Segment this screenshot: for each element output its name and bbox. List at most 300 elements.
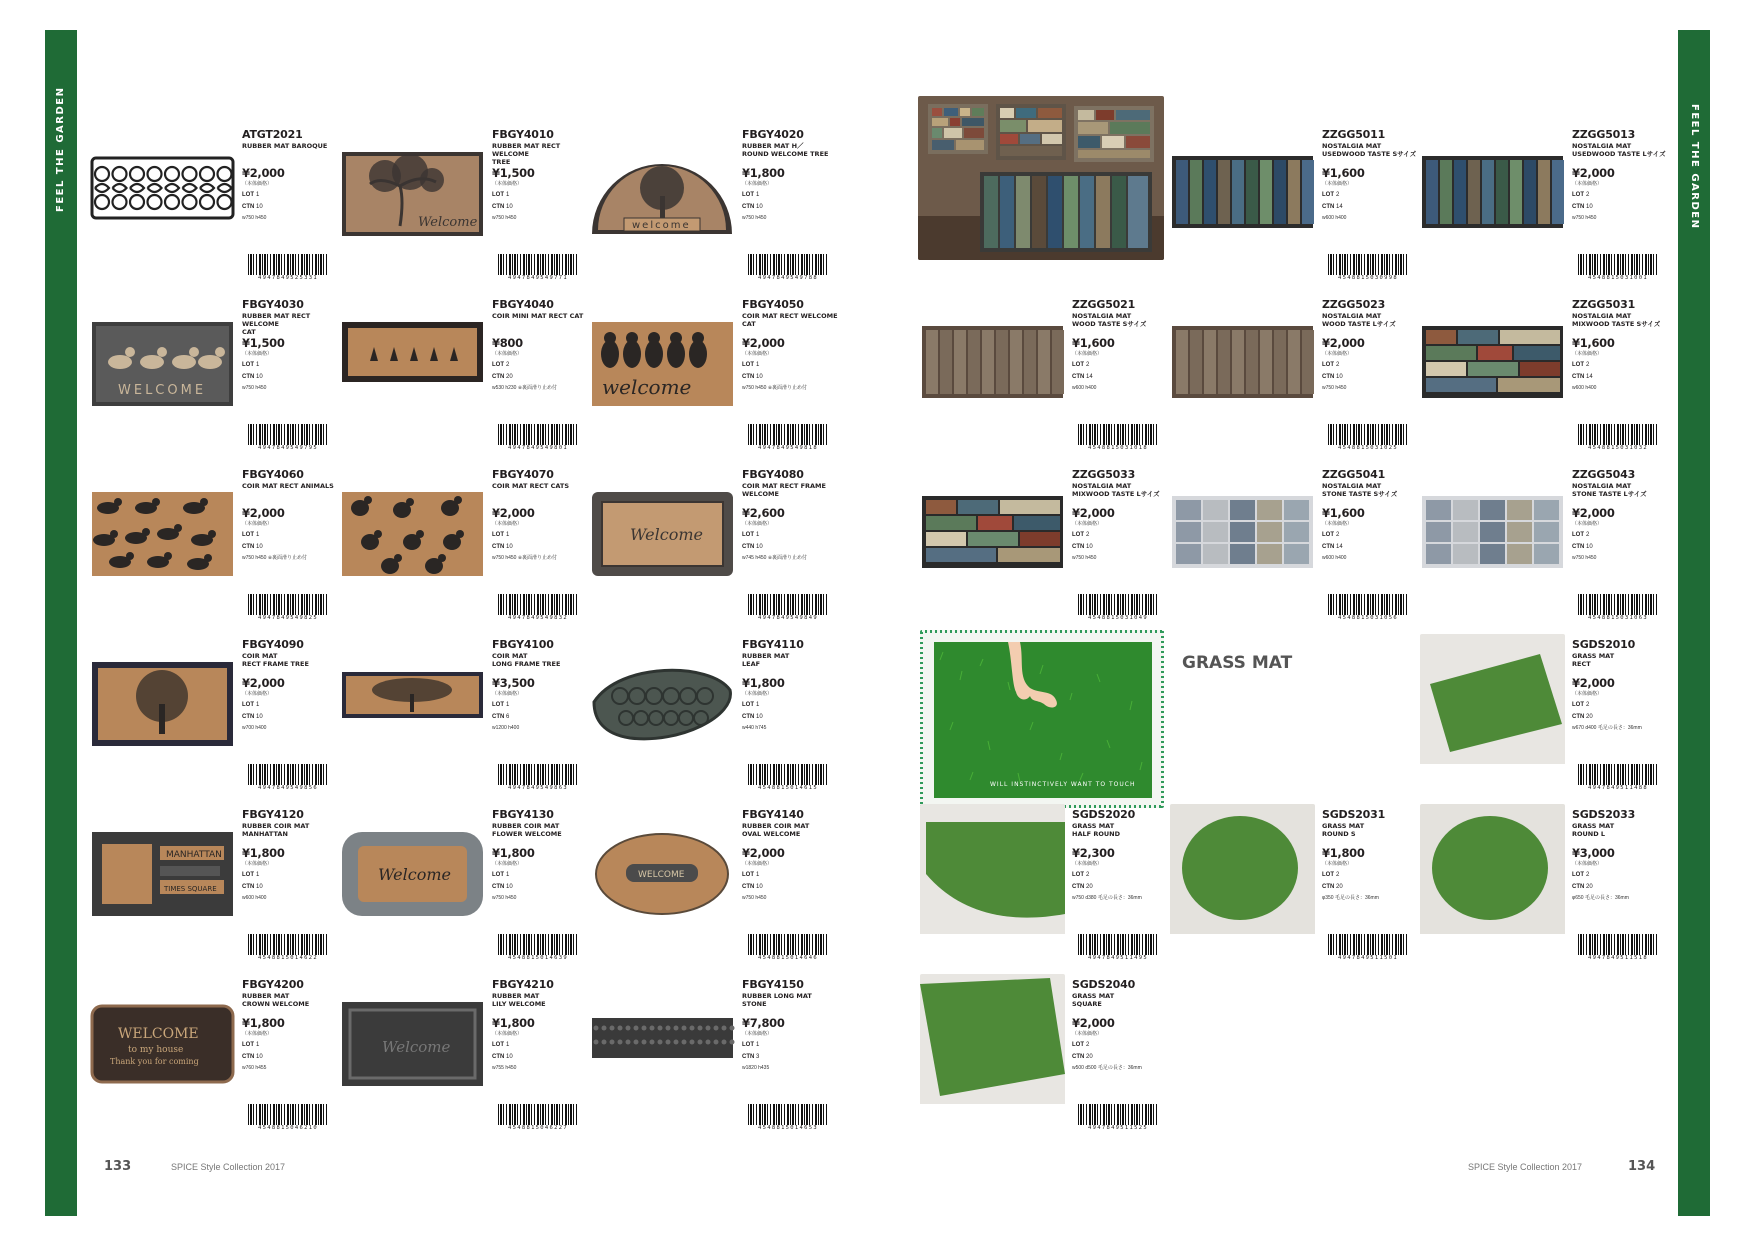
barcode <box>1078 1104 1158 1132</box>
ctn-value: 10 <box>506 544 513 550</box>
product-price: ¥1,500 <box>242 336 285 350</box>
barcode-bars <box>248 1104 328 1125</box>
product-code: FBGY4020 <box>742 128 804 141</box>
product-dimensions: w755 h450 <box>492 1065 517 1071</box>
product-price: ¥2,000 <box>1572 676 1615 690</box>
barcode <box>1328 934 1408 962</box>
product-image <box>1170 804 1315 939</box>
product-fbgy4060 <box>90 468 340 628</box>
lot-row <box>742 1039 842 1051</box>
ctn-value: 10 <box>756 204 763 210</box>
product-price: ¥1,800 <box>242 1016 285 1030</box>
lot-value: 1 <box>256 532 260 538</box>
product-fbgy4090 <box>90 638 340 798</box>
ctn-label: CTN <box>492 374 505 380</box>
product-price: ¥3,500 <box>492 676 535 690</box>
barcode-number: 4947849549818 <box>758 445 818 451</box>
svg-text:WELCOME: WELCOME <box>118 383 207 398</box>
product-name: GRASS MAT SQUARE <box>1072 992 1115 1008</box>
lot-label: LOT <box>242 702 254 708</box>
tax-note: （本体価格） <box>1072 351 1103 357</box>
barcode <box>498 1104 578 1132</box>
product-name: GRASS MAT HALF ROUND <box>1072 822 1120 838</box>
lot-row <box>242 699 342 711</box>
tax-note: （本体価格） <box>1572 181 1603 187</box>
product-name: COIR MINI MAT RECT CAT <box>492 312 584 320</box>
product-dimensions: w670 d400 毛足の長さ：36mm <box>1572 725 1642 731</box>
product-code: FBGY4130 <box>492 808 554 821</box>
product-name: NOSTALGIA MAT USEDWOOD TASTE Sサイズ <box>1322 142 1417 158</box>
barcode-bars <box>1578 254 1658 275</box>
ctn-value: 10 <box>506 204 513 210</box>
svg-text:Welcome: Welcome <box>630 525 703 544</box>
product-name: RUBBER COIR MAT OVAL WELCOME <box>742 822 810 838</box>
product-name: GRASS MAT ROUND S <box>1322 822 1365 838</box>
product-dimensions: w600 h400 <box>1322 215 1347 221</box>
lot-value: 1 <box>256 192 260 198</box>
product-price: ¥2,000 <box>242 676 285 690</box>
lot-label: LOT <box>1072 1042 1084 1048</box>
ctn-value: 10 <box>256 544 263 550</box>
product-fbgy4210 <box>340 978 590 1138</box>
product-image <box>340 316 485 391</box>
product-name: RUBBER COIR MAT MANHATTAN <box>242 822 310 838</box>
barcode-bars <box>1578 764 1658 785</box>
ctn-label: CTN <box>1572 884 1585 890</box>
product-name: NOSTALGIA MAT MIXWOOD TASTE Sサイズ <box>1572 312 1661 328</box>
product-name: GRASS MAT ROUND L <box>1572 822 1615 838</box>
barcode <box>1578 594 1658 622</box>
tax-note: （本体価格） <box>1072 1031 1103 1037</box>
ctn-value: 10 <box>506 884 513 890</box>
ctn-label: CTN <box>242 544 255 550</box>
lot-row <box>242 1039 342 1051</box>
ctn-row <box>242 1051 342 1063</box>
product-code: FBGY4090 <box>242 638 304 651</box>
ctn-label: CTN <box>1072 1054 1085 1060</box>
tax-note: （本体価格） <box>1072 861 1103 867</box>
ctn-label: CTN <box>492 714 505 720</box>
ctn-value: 10 <box>756 374 763 380</box>
product-fbgy4010 <box>340 128 590 288</box>
lot-row <box>1322 869 1422 881</box>
left-side-bar <box>45 30 77 1216</box>
barcode-bars <box>748 764 828 785</box>
lot-value: 2 <box>1086 872 1090 878</box>
tax-note: （本体価格） <box>742 351 773 357</box>
product-image <box>340 996 485 1091</box>
barcode-bars <box>1328 594 1408 615</box>
product-image <box>590 826 735 921</box>
barcode-number: 4947849549801 <box>508 445 568 451</box>
product-name: NOSTALGIA MAT MIXWOOD TASTE Lサイズ <box>1072 482 1160 498</box>
barcode-bars <box>498 1104 578 1125</box>
ctn-label: CTN <box>1572 204 1585 210</box>
lot-value: 2 <box>1586 362 1590 368</box>
barcode <box>1328 254 1408 282</box>
lot-row <box>242 529 342 541</box>
ctn-label: CTN <box>492 544 505 550</box>
product-zzgg5033 <box>920 468 1170 628</box>
ctn-label: CTN <box>1322 884 1335 890</box>
product-zzgg5043 <box>1420 468 1670 628</box>
barcode-bars <box>248 254 328 275</box>
barcode-number: 4548815031018 <box>1088 445 1148 451</box>
barcode-number: 4548815030998 <box>1338 275 1398 281</box>
product-fbgy4070 <box>340 468 590 628</box>
barcode <box>1328 594 1408 622</box>
lot-value: 2 <box>1336 362 1340 368</box>
product-image <box>90 656 235 751</box>
product-dimensions: w750 h450 ※裏面滑り止め付 <box>492 555 558 561</box>
barcode-bars <box>498 594 578 615</box>
tax-note: （本体価格） <box>242 181 273 187</box>
barcode-number: 4947849549849 <box>758 615 818 621</box>
ctn-label: CTN <box>742 544 755 550</box>
lot-row <box>1572 189 1672 201</box>
ctn-row <box>242 541 342 553</box>
tax-note: （本体価格） <box>492 691 523 697</box>
product-dimensions: w1820 h435 <box>742 1065 770 1071</box>
ctn-value: 20 <box>1086 884 1093 890</box>
barcode-number: 4947849549856 <box>258 785 318 791</box>
lot-value: 1 <box>256 1042 260 1048</box>
barcode <box>498 594 578 622</box>
lot-row <box>242 869 342 881</box>
lot-label: LOT <box>742 192 754 198</box>
lot-label: LOT <box>492 1042 504 1048</box>
product-image <box>1420 486 1565 581</box>
product-code: FBGY4080 <box>742 468 804 481</box>
product-dimensions: w750 h450 <box>242 385 267 391</box>
barcode-bars <box>498 254 578 275</box>
lot-value: 2 <box>506 362 510 368</box>
ctn-label: CTN <box>742 204 755 210</box>
ctn-value: 10 <box>256 1054 263 1060</box>
left-catalog-name: SPICE Style Collection 2017 <box>171 1162 286 1172</box>
ctn-row <box>492 371 592 383</box>
lot-label: LOT <box>242 1042 254 1048</box>
lot-label: LOT <box>242 532 254 538</box>
barcode-bars <box>1328 934 1408 955</box>
grass-hero-photo <box>920 630 1164 808</box>
lot-row <box>742 699 842 711</box>
tax-note: （本体価格） <box>742 1031 773 1037</box>
product-price: ¥2,000 <box>1072 506 1115 520</box>
product-image <box>340 656 485 731</box>
product-dimensions: w600 h400 <box>1072 385 1097 391</box>
lot-row <box>1322 359 1422 371</box>
barcode-number: 4548815014615 <box>758 785 818 791</box>
lot-value: 1 <box>756 362 760 368</box>
barcode-number: 4548815014622 <box>258 955 318 961</box>
lot-row <box>492 699 592 711</box>
right-page-number: 134 <box>1628 1159 1656 1174</box>
ctn-row <box>1572 541 1672 553</box>
barcode-number: 4947849511488 <box>1588 785 1648 791</box>
lot-row <box>242 359 342 371</box>
product-fbgy4020 <box>590 128 840 288</box>
lot-label: LOT <box>1072 532 1084 538</box>
ctn-value: 20 <box>506 374 513 380</box>
barcode-bars <box>498 934 578 955</box>
product-dimensions: w1200 h400 <box>492 725 520 731</box>
ctn-label: CTN <box>742 714 755 720</box>
lot-label: LOT <box>1322 872 1334 878</box>
lot-value: 1 <box>256 362 260 368</box>
side-label-left: FEEL THE GARDEN <box>55 86 66 212</box>
lot-value: 1 <box>256 872 260 878</box>
barcode-number: 4548815014646 <box>758 955 818 961</box>
product-image <box>340 146 485 241</box>
product-price: ¥1,800 <box>1322 846 1365 860</box>
grass-photo-caption: WILL INSTINCTIVELY WANT TO TOUCH <box>990 781 1136 788</box>
product-image <box>1170 316 1315 411</box>
lot-label: LOT <box>1322 192 1334 198</box>
ctn-value: 20 <box>1586 884 1593 890</box>
ctn-value: 10 <box>1086 544 1093 550</box>
product-name: NOSTALGIA MAT STONE TASTE Sサイズ <box>1322 482 1398 498</box>
ctn-value: 10 <box>256 884 263 890</box>
lot-label: LOT <box>242 362 254 368</box>
lot-label: LOT <box>1572 362 1584 368</box>
product-price: ¥7,800 <box>742 1016 785 1030</box>
product-fbgy4200 <box>90 978 340 1138</box>
product-dimensions: w750 h450 <box>742 215 767 221</box>
product-name: COIR MAT RECT FRAME TREE <box>242 652 309 668</box>
product-name: COIR MAT RECT ANIMALS <box>242 482 334 490</box>
product-price: ¥2,600 <box>742 506 785 520</box>
product-code: ZZGG5021 <box>1072 298 1136 311</box>
ctn-value: 14 <box>1086 374 1093 380</box>
product-sgds2031 <box>1170 808 1420 968</box>
barcode <box>748 1104 828 1132</box>
ctn-label: CTN <box>1322 544 1335 550</box>
product-image <box>90 826 235 921</box>
product-image <box>590 146 735 241</box>
product-zzgg5013 <box>1420 128 1670 288</box>
lot-row <box>1572 529 1672 541</box>
product-image <box>920 804 1065 939</box>
ctn-row <box>1572 371 1672 383</box>
ctn-row <box>742 201 842 213</box>
barcode <box>1578 424 1658 452</box>
lot-label: LOT <box>492 192 504 198</box>
barcode-number: 4947849511518 <box>1588 955 1648 961</box>
ctn-label: CTN <box>1572 714 1585 720</box>
barcode-number: 4548815014639 <box>508 955 568 961</box>
ctn-value: 10 <box>756 884 763 890</box>
product-code: ZZGG5033 <box>1072 468 1136 481</box>
barcode-bars <box>748 254 828 275</box>
lot-label: LOT <box>492 362 504 368</box>
barcode-number: 4947849549795 <box>258 445 318 451</box>
product-dimensions: w750 h450 <box>1322 385 1347 391</box>
barcode-number: 4947849549832 <box>508 615 568 621</box>
product-zzgg5031 <box>1420 298 1670 458</box>
svg-text:welcome: welcome <box>602 375 692 399</box>
ctn-value: 20 <box>1086 1054 1093 1060</box>
ctn-value: 10 <box>756 544 763 550</box>
product-image <box>1420 804 1565 939</box>
product-name: COIR MAT RECT WELCOME CAT <box>742 312 838 328</box>
barcode <box>1078 424 1158 452</box>
product-price: ¥1,800 <box>242 846 285 860</box>
product-code: FBGY4070 <box>492 468 554 481</box>
lot-row <box>492 189 592 201</box>
product-price: ¥1,800 <box>742 166 785 180</box>
product-fbgy4150 <box>590 978 840 1138</box>
lot-value: 2 <box>1086 1042 1090 1048</box>
lot-value: 1 <box>756 1042 760 1048</box>
product-code: FBGY4030 <box>242 298 304 311</box>
lot-row <box>742 529 842 541</box>
ctn-label: CTN <box>1072 544 1085 550</box>
product-price: ¥1,800 <box>742 676 785 690</box>
lot-row <box>742 359 842 371</box>
svg-text:TIMES SQUARE: TIMES SQUARE <box>164 885 217 893</box>
product-code: FBGY4200 <box>242 978 304 991</box>
ctn-row <box>1572 881 1672 893</box>
product-dimensions: w750 d380 毛足の長さ：36mm <box>1072 895 1142 901</box>
lot-label: LOT <box>742 872 754 878</box>
ctn-row <box>1322 201 1422 213</box>
lot-label: LOT <box>1322 362 1334 368</box>
barcode-number: 4947849549863 <box>508 785 568 791</box>
product-code: SGDS2033 <box>1572 808 1636 821</box>
product-zzgg5011 <box>1170 128 1420 288</box>
tax-note: （本体価格） <box>242 1031 273 1037</box>
svg-text:MANHATTAN: MANHATTAN <box>166 850 222 860</box>
ctn-row <box>742 541 842 553</box>
product-image <box>1170 146 1315 241</box>
barcode <box>1328 424 1408 452</box>
barcode-bars <box>1578 424 1658 445</box>
barcode-bars <box>1078 934 1158 955</box>
product-dimensions: w750 h450 <box>1072 555 1097 561</box>
product-name: GRASS MAT RECT <box>1572 652 1615 668</box>
product-image <box>920 486 1065 581</box>
barcode <box>748 764 828 792</box>
tax-note: （本体価格） <box>742 691 773 697</box>
lot-value: 2 <box>1336 532 1340 538</box>
lot-label: LOT <box>742 702 754 708</box>
ctn-label: CTN <box>242 714 255 720</box>
ctn-label: CTN <box>1322 204 1335 210</box>
barcode-bars <box>248 424 328 445</box>
lot-value: 1 <box>506 192 510 198</box>
ctn-label: CTN <box>492 1054 505 1060</box>
product-image <box>90 146 235 231</box>
ctn-value: 14 <box>1586 374 1593 380</box>
product-image <box>1420 316 1565 411</box>
product-price: ¥1,500 <box>492 166 535 180</box>
lot-value: 2 <box>1586 532 1590 538</box>
product-dimensions: φ650 毛足の長さ：36mm <box>1572 895 1629 901</box>
product-name: RUBBER MAT RECT WELCOME TREE <box>492 142 561 166</box>
product-code: SGDS2010 <box>1572 638 1636 651</box>
product-price: ¥1,800 <box>492 1016 535 1030</box>
product-name: NOSTALGIA MAT WOOD TASTE Lサイズ <box>1322 312 1396 328</box>
tax-note: （本体価格） <box>492 351 523 357</box>
tax-note: （本体価格） <box>492 1031 523 1037</box>
tax-note: （本体価格） <box>1322 351 1353 357</box>
product-image <box>590 486 735 581</box>
barcode-bars <box>248 934 328 955</box>
ctn-row <box>492 1051 592 1063</box>
product-image <box>1420 146 1565 241</box>
lot-value: 1 <box>756 872 760 878</box>
product-dimensions: w750 h450 ※裏面滑り止め付 <box>742 385 808 391</box>
lot-value: 1 <box>756 192 760 198</box>
barcode <box>248 594 328 622</box>
product-price: ¥3,000 <box>1572 846 1615 860</box>
lot-label: LOT <box>1072 872 1084 878</box>
svg-text:welcome: welcome <box>632 220 691 231</box>
product-fbgy4030 <box>90 298 340 458</box>
ctn-row <box>1072 1051 1172 1063</box>
barcode-number: 4548815031032 <box>1588 445 1648 451</box>
ctn-label: CTN <box>242 884 255 890</box>
product-code: ZZGG5041 <box>1322 468 1386 481</box>
barcode <box>498 424 578 452</box>
lot-label: LOT <box>1322 532 1334 538</box>
ctn-row <box>492 541 592 553</box>
ctn-row <box>1322 881 1422 893</box>
product-price: ¥1,600 <box>1322 166 1365 180</box>
ctn-row <box>492 881 592 893</box>
lot-label: LOT <box>1572 702 1584 708</box>
lot-value: 2 <box>1586 872 1590 878</box>
tax-note: （本体価格） <box>742 521 773 527</box>
product-dimensions: w600 h400 <box>242 895 267 901</box>
product-name: COIR MAT LONG FRAME TREE <box>492 652 561 668</box>
product-sgds2020 <box>920 808 1170 968</box>
product-name: NOSTALGIA MAT WOOD TASTE Sサイズ <box>1072 312 1147 328</box>
tax-note: （本体価格） <box>1322 861 1353 867</box>
barcode <box>248 764 328 792</box>
tax-note: （本体価格） <box>1072 521 1103 527</box>
product-zzgg5023 <box>1170 298 1420 458</box>
barcode-bars <box>1078 594 1158 615</box>
product-fbgy4040 <box>340 298 590 458</box>
product-name: COIR MAT RECT FRAME WELCOME <box>742 482 826 498</box>
product-dimensions: w745 h450 ※裏面滑り止め付 <box>742 555 808 561</box>
product-dimensions: w440 h745 <box>742 725 767 731</box>
ctn-row <box>742 371 842 383</box>
lot-row <box>242 189 342 201</box>
product-name: RUBBER COIR MAT FLOWER WELCOME <box>492 822 562 838</box>
lot-label: LOT <box>242 192 254 198</box>
lot-label: LOT <box>742 532 754 538</box>
ctn-row <box>742 711 842 723</box>
product-code: FBGY4040 <box>492 298 554 311</box>
lot-value: 1 <box>506 702 510 708</box>
product-name: RUBBER MAT BAROQUE <box>242 142 328 150</box>
product-name: NOSTALGIA MAT USEDWOOD TASTE Lサイズ <box>1572 142 1666 158</box>
lot-row <box>1572 869 1672 881</box>
product-price: ¥2,000 <box>1072 1016 1115 1030</box>
ctn-row <box>1072 881 1172 893</box>
product-fbgy4100 <box>340 638 590 798</box>
product-dimensions: w700 h400 <box>242 725 267 731</box>
svg-text:WELCOME: WELCOME <box>638 870 685 880</box>
lot-row <box>1572 699 1672 711</box>
product-fbgy4080 <box>590 468 840 628</box>
product-price: ¥800 <box>492 336 523 350</box>
ctn-label: CTN <box>242 1054 255 1060</box>
lot-value: 2 <box>1586 192 1590 198</box>
